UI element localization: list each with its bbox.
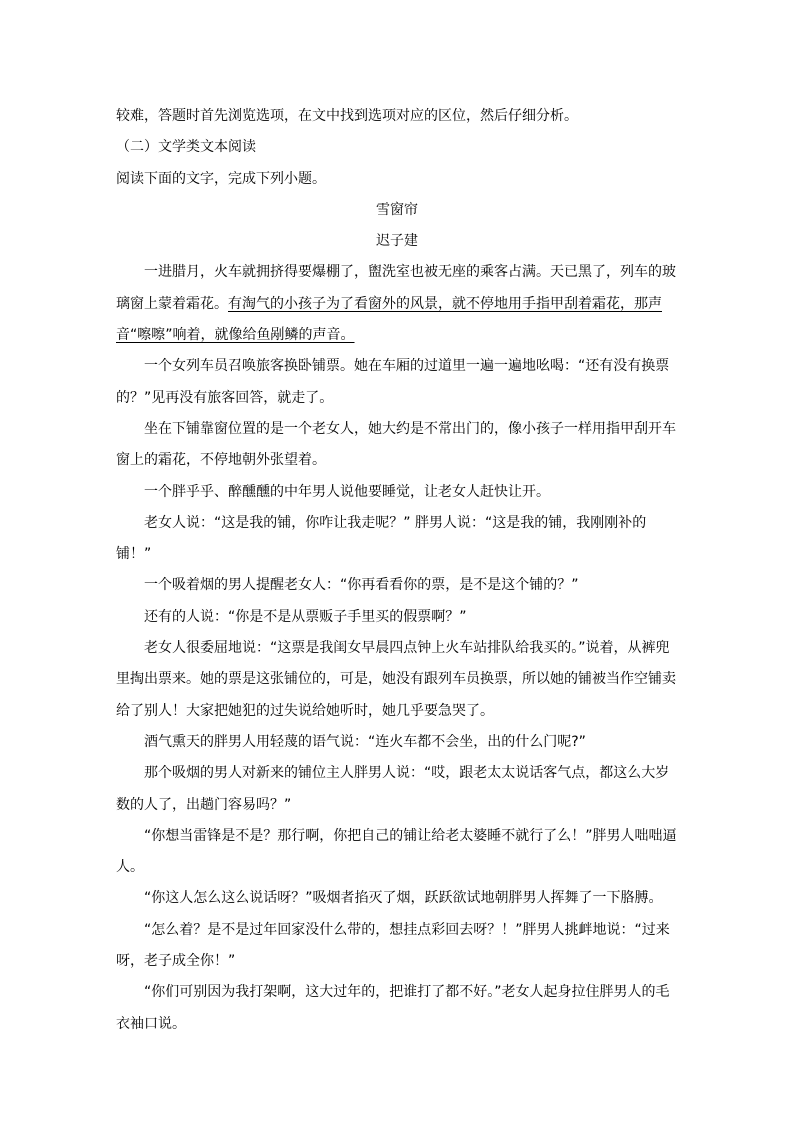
paragraph-6: 一个吸着烟的男人提醒老女人：“你再看看你的票，是不是这个铺的？”: [144, 577, 579, 594]
paragraph-1-text: 一进腊月，火车就拥挤得要爆棚了，盥洗室也被无座的乘客占满。天已黑了，列车的玻璃窗上蒙着霜花。: [116, 264, 676, 312]
article-author: 迟子建: [376, 233, 418, 250]
paragraph-2: 一个女列车员召唤旅客换卧铺票。她在车厢的过道里一遍一遍地吆喝：“还有没有换票的？”见再没有旅客回答，就走了。: [116, 358, 670, 406]
paragraph-8: 老女人很委屈地说：“这票是我闺女早晨四点钟上火车站排队给我买的。”说着，从裤兜里掏出票来。她的票是这张铺位的，可是，她没有跟列车员换票，所以她的铺被当作空铺卖给了别人！大家把她犯的过失说给她听时，她几乎要急哭了。: [116, 640, 676, 719]
paragraph-3: 坐在下铺靠窗位置的是一个老女人，她大约是不常出门的，像小孩子一样用指甲刮开车窗上的霜花，不停地朝外张望着。: [116, 420, 676, 469]
paragraph-1: [116, 257, 678, 351]
paragraph-12: “你这人怎么这么说话呀？”吸烟者掐灭了烟，跃跃欲试地朝胖男人挥舞了一下胳膊。: [144, 890, 663, 907]
article-title: 雪窗帘: [376, 201, 418, 218]
paragraph-14: “你们可别因为我打架啊，这大过年的，把谁打了都不好。”老女人起身拉住胖男人的毛衣袖口说。: [116, 984, 670, 1032]
paragraph-13: “怎么着？是不是过年回家没什么带的，想挂点彩回去呀？！”胖男人挑衅地说：“过来呀，老子成全你！”: [116, 921, 670, 970]
paragraph-4: 一个胖乎乎、醉醺醺的中年男人说他要睡觉，让老女人赶快让开。: [144, 483, 550, 500]
section-heading: （二）文学类文本阅读: [116, 139, 256, 156]
paragraph-5: 老女人说：“这是我的铺，你咋让我走呢？” 胖男人说：“这是我的铺，我刚刚补的铺！”: [116, 514, 647, 563]
document-body: [116, 101, 678, 1040]
intro-line: 较难，答题时首先浏览选项，在文中找到选项对应的区位，然后仔细分析。: [116, 108, 578, 124]
paragraph-9: 酒气熏天的胖男人用轻蔑的语气说：“连火车都不会坐，出的什么门呢?”: [144, 733, 586, 750]
paragraph-11: “你想当雷锋是不是？那行啊，你把自己的铺让给老太婆睡不就行了么！”胖男人咄咄逼人。: [116, 827, 677, 876]
paragraph-7: 还有的人说：“你是不是从票贩子手里买的假票啊？”: [144, 608, 467, 625]
paragraph-10: 那个吸烟的男人对新来的铺位主人胖男人说：“哎，跟老太太说话客气点，都这么大岁数的人了，出趟门容易吗？”: [116, 765, 670, 813]
underlined-passage: 有淘气的小孩子为了看窗外的风景，就不停地用手指甲刮着霜花，那声音“嚓嚓”响着，就像给鱼剐鳞的声音。: [116, 295, 662, 344]
reading-instruction: 阅读下面的文字，完成下列小题。: [116, 170, 326, 187]
